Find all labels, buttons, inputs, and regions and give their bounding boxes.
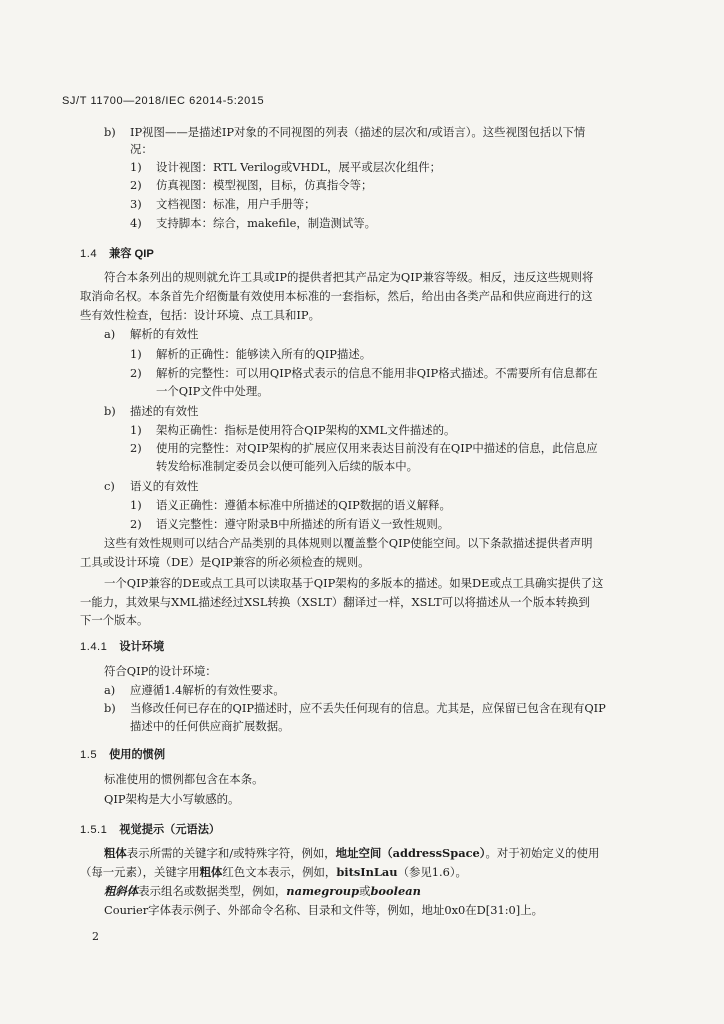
list-item: 架构正确性：指标是使用符合QIP架构的XML文件描述的。: [156, 423, 456, 437]
section-heading: [80, 638, 164, 654]
section-title: 视觉提示（元语法）: [119, 824, 221, 836]
list-item-continuation: 描述中的任何供应商扩展数据。: [130, 719, 290, 733]
bold-italic-term: namegroup: [286, 884, 360, 898]
list-item-continuation: 转发给标准制定委员会以便可能列入后续的版本中。: [156, 459, 418, 473]
list-marker: 2): [130, 441, 142, 455]
page-number: 2: [92, 930, 99, 943]
list-marker: c): [104, 479, 115, 493]
list-marker: 2): [130, 178, 142, 192]
list-label: 语义的有效性: [130, 479, 199, 493]
bold-italic-term: 粗斜体: [104, 884, 139, 898]
list-label: 描述的有效性: [130, 404, 199, 418]
list-item: 解析的正确性：能够读入所有的QIP描述。: [156, 347, 372, 361]
paragraph-line: 况：: [130, 142, 153, 156]
section-number: 1.4: [80, 248, 98, 260]
paragraph-line: 工具或设计环境（DE）是QIP兼容的所必须检查的规则。: [80, 555, 370, 569]
list-marker: 2): [130, 366, 142, 380]
section-number: 1.4.1: [80, 641, 108, 653]
text-run: 表示组名或数据类型，例如，: [138, 884, 287, 898]
section-heading: [80, 245, 154, 261]
paragraph-line: 这些有效性规则可以结合产品类别的具体规则以覆盖整个QIP使能空间。以下条款描述提供者声明: [104, 536, 593, 550]
bold-term: 粗体: [199, 865, 223, 879]
bold-term: bitsInLau: [336, 865, 398, 879]
text-run: 或: [359, 884, 371, 898]
paragraph-line: 一能力，其效果与XML描述经过XSL转换（XSLT）翻译过一样，XSLT可以将描述从一个版本转换到: [80, 595, 590, 609]
section-number: 1.5: [80, 749, 98, 761]
list-marker: 1): [130, 347, 142, 361]
section-heading: [80, 746, 165, 762]
list-marker: a): [104, 683, 116, 697]
section-number: 1.5.1: [80, 824, 108, 836]
paragraph-line: 标准使用的惯例都包含在本条。: [104, 772, 264, 786]
paragraph-line: 符合本条列出的规则就允许工具或IP的提供者把其产品定为QIP兼容等级。相反，违反这些规则将: [104, 270, 594, 284]
bold-italic-term: boolean: [370, 884, 421, 898]
list-label: 解析的有效性: [130, 327, 199, 341]
list-marker: 1): [130, 423, 142, 437]
paragraph-line: [104, 884, 421, 899]
paragraph-line: 些有效性检查，包括：设计环境、点工具和IP。: [80, 308, 320, 322]
list-marker: 4): [130, 216, 142, 230]
list-marker: 1): [130, 498, 142, 512]
section-title: 设计环境: [119, 641, 165, 653]
list-item: 仿真视图：模型视图，目标，仿真指令等；: [156, 178, 373, 192]
list-item: 当修改任何已存在的QIP描述时，应不丢失任何现有的信息。尤其是，应保留已包含在现有QIP: [130, 701, 606, 715]
list-marker: 2): [130, 517, 142, 531]
paragraph-line: Courier字体表示例子、外部命令名称、目录和文件等，例如，地址0x0在D[31:0]上。: [104, 903, 544, 917]
list-item: 文档视图：标准，用户手册等；: [156, 197, 316, 211]
paragraph-line: QIP架构是大小写敏感的。: [104, 792, 240, 806]
list-marker: b): [104, 404, 116, 418]
text-run: 。对于初始定义的使用: [485, 846, 600, 860]
section-title: 兼容 QIP: [109, 248, 154, 260]
text-run: （参见1.6）。: [397, 865, 467, 879]
paragraph-line: [104, 846, 599, 861]
list-marker: 3): [130, 197, 142, 211]
bold-term: 粗体: [104, 846, 127, 860]
list-marker: 1): [130, 160, 142, 174]
paragraph-line: [80, 865, 467, 880]
section-title: 使用的惯例: [109, 749, 166, 761]
text-run: 红色文本表示，例如，: [222, 865, 337, 879]
section-heading: [80, 821, 220, 837]
list-marker: b): [104, 125, 116, 139]
list-item-continuation: 一个QIP文件中处理。: [156, 384, 269, 398]
paragraph-line: 下一个版本。: [80, 613, 149, 627]
paragraph-line: 符合QIP的设计环境：: [104, 664, 217, 678]
list-item: 设计视图：RTL Verilog或VHDL，展平或层次化组件；: [156, 160, 442, 174]
text-run: （每一元素），关键字用: [80, 865, 200, 879]
list-item: 支持脚本：综合，makefile，制造测试等。: [156, 216, 377, 230]
list-item: 语义正确性：遵循本标准中所描述的QIP数据的语义解释。: [156, 498, 451, 512]
text-run: 表示所需的关键字和/或特殊字符，例如，: [126, 846, 336, 860]
list-marker: b): [104, 701, 116, 715]
list-item: 应遵循1.4解析的有效性要求。: [130, 683, 285, 697]
list-item: 语义完整性：遵守附录B中所描述的所有语义一致性规则。: [156, 517, 450, 531]
running-header: SJ/T 11700—2018/IEC 62014-5:2015: [62, 95, 265, 107]
list-item: 解析的完整性：可以用QIP格式表示的信息不能用非QIP格式描述。不需要所有信息都在: [156, 366, 598, 380]
list-marker: a): [104, 327, 116, 341]
paragraph-line: 一个QIP兼容的DE或点工具可以读取基于QIP架构的多版本的描述。如果DE或点工具确实提供了这: [104, 576, 604, 590]
bold-term: 地址空间（addressSpace）: [335, 846, 486, 860]
paragraph-line: 取消命名权。本条首先介绍衡量有效使用本标准的一套指标，然后，给出由各类产品和供应商进行的这: [80, 289, 593, 303]
list-item: 使用的完整性：对QIP架构的扩展应仅用来表达目前没有在QIP中描述的信息，此信息应: [156, 441, 598, 455]
paragraph-line: IP视图——是描述IP对象的不同视图的列表（描述的层次和/或语言）。这些视图包括以下情: [130, 125, 586, 139]
